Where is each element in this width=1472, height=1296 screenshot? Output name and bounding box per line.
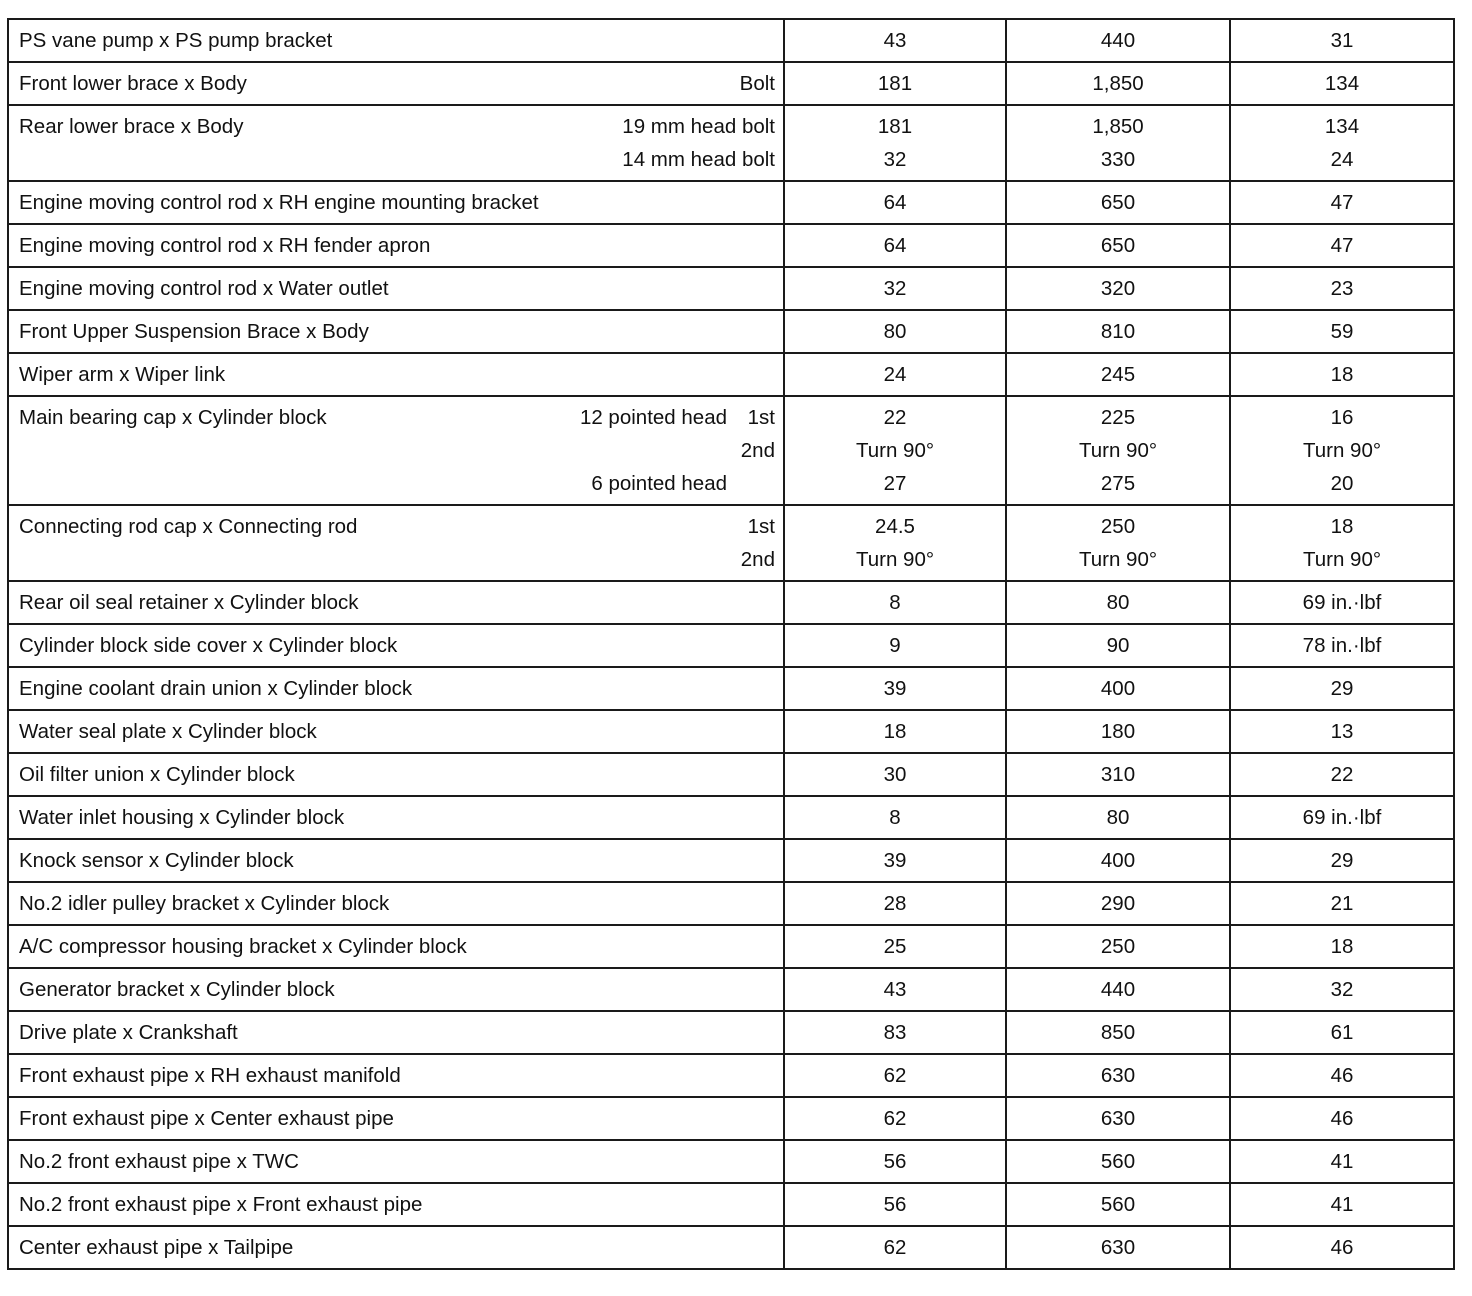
item-cell xyxy=(8,505,784,581)
value-text: 27 xyxy=(883,472,907,495)
item-note-text: 14 mm head bolt xyxy=(622,148,775,171)
item-cell xyxy=(8,19,784,62)
item-label: PS vane pump x PS pump bracket xyxy=(19,29,333,52)
value-ftlbf-cell xyxy=(1230,181,1454,224)
value-ftlbf-cell xyxy=(1230,310,1454,353)
value-ftlbf-cell xyxy=(1230,1097,1454,1140)
value-nm-cell xyxy=(784,396,1006,505)
value-ftlbf-cell xyxy=(1230,1226,1454,1269)
value-text: 330 xyxy=(1100,148,1136,171)
value-text: 630 xyxy=(1100,1064,1136,1087)
item-note-text: 6 pointed head xyxy=(591,472,727,495)
value-text: 8 xyxy=(889,591,901,614)
value-ftlbf-cell xyxy=(1230,62,1454,105)
value-kgf-cell xyxy=(1006,581,1230,624)
item-cell xyxy=(8,667,784,710)
value-ftlbf-cell xyxy=(1230,882,1454,925)
value-nm-cell xyxy=(784,505,1006,581)
value-text: 290 xyxy=(1100,892,1136,915)
value-text: 56 xyxy=(883,1193,907,1216)
item-note xyxy=(622,110,775,143)
value-text: 440 xyxy=(1100,978,1136,1001)
value-kgf-cell xyxy=(1006,505,1230,581)
value-ftlbf-cell xyxy=(1230,1183,1454,1226)
table-row xyxy=(8,1183,1454,1226)
table-row xyxy=(8,624,1454,667)
value-text: Turn 90° xyxy=(1302,439,1382,462)
table-row xyxy=(8,1054,1454,1097)
value-ftlbf-cell xyxy=(1230,925,1454,968)
item-label: Front lower brace x Body xyxy=(19,72,247,95)
value-ftlbf-cell xyxy=(1230,968,1454,1011)
value-text: 90 xyxy=(1106,634,1130,657)
value-nm-cell xyxy=(784,882,1006,925)
value-text: 23 xyxy=(1330,277,1354,300)
table-row xyxy=(8,796,1454,839)
item-cell xyxy=(8,968,784,1011)
value-text: 83 xyxy=(883,1021,907,1044)
value-kgf-cell xyxy=(1006,353,1230,396)
item-label: Front exhaust pipe x RH exhaust manifold xyxy=(19,1064,401,1087)
table-row xyxy=(8,505,1454,581)
value-nm-cell xyxy=(784,581,1006,624)
item-label: No.2 front exhaust pipe x TWC xyxy=(19,1150,299,1173)
item-label: Center exhaust pipe x Tailpipe xyxy=(19,1236,294,1259)
item-label: Main bearing cap x Cylinder block xyxy=(19,406,327,429)
value-text: 440 xyxy=(1100,29,1136,52)
value-ftlbf-cell xyxy=(1230,753,1454,796)
value-text: 650 xyxy=(1100,234,1136,257)
value-text: 25 xyxy=(883,935,907,958)
item-cell xyxy=(8,710,784,753)
item-label: Rear oil seal retainer x Cylinder block xyxy=(19,591,359,614)
value-text: 850 xyxy=(1100,1021,1136,1044)
value-text: 69 in.·lbf xyxy=(1302,806,1382,829)
value-nm-cell xyxy=(784,925,1006,968)
value-kgf-cell xyxy=(1006,1011,1230,1054)
value-text: Turn 90° xyxy=(855,548,935,571)
value-nm-cell xyxy=(784,310,1006,353)
torque-spec-table xyxy=(7,18,1455,1270)
table-row xyxy=(8,105,1454,181)
value-nm-cell xyxy=(784,1054,1006,1097)
value-text: 41 xyxy=(1330,1150,1354,1173)
value-text: 56 xyxy=(883,1150,907,1173)
table-row xyxy=(8,396,1454,505)
table-row xyxy=(8,1226,1454,1269)
item-note-text: 2nd xyxy=(740,548,775,571)
value-kgf-cell xyxy=(1006,1140,1230,1183)
value-kgf-cell xyxy=(1006,310,1230,353)
value-text: 180 xyxy=(1100,720,1136,743)
item-cell xyxy=(8,1011,784,1054)
item-label: Knock sensor x Cylinder block xyxy=(19,849,294,872)
table-row xyxy=(8,1140,1454,1183)
value-text: 80 xyxy=(1106,591,1130,614)
value-text: Turn 90° xyxy=(1078,548,1158,571)
item-note-step: 1st xyxy=(747,406,775,429)
value-text: 24.5 xyxy=(875,515,915,538)
value-text: 1,850 xyxy=(1092,115,1144,138)
value-nm-cell xyxy=(784,624,1006,667)
item-label: Connecting rod cap x Connecting rod xyxy=(19,515,358,538)
item-cell xyxy=(8,624,784,667)
value-nm-cell xyxy=(784,1140,1006,1183)
value-text: 181 xyxy=(877,115,913,138)
value-ftlbf-cell xyxy=(1230,353,1454,396)
value-text: 810 xyxy=(1100,320,1136,343)
value-text: 31 xyxy=(1330,29,1354,52)
table-row xyxy=(8,753,1454,796)
table-row xyxy=(8,1097,1454,1140)
value-ftlbf-cell xyxy=(1230,1140,1454,1183)
value-kgf-cell xyxy=(1006,105,1230,181)
value-nm-cell xyxy=(784,710,1006,753)
item-label: A/C compressor housing bracket x Cylinder block xyxy=(19,935,467,958)
item-note xyxy=(748,510,775,543)
value-text: 245 xyxy=(1100,363,1136,386)
item-label: Water inlet housing x Cylinder block xyxy=(19,806,345,829)
value-kgf-cell xyxy=(1006,1097,1230,1140)
value-kgf-cell xyxy=(1006,181,1230,224)
item-label: Rear lower brace x Body xyxy=(19,115,244,138)
value-text: 134 xyxy=(1324,115,1360,138)
value-text: 29 xyxy=(1330,849,1354,872)
value-text: 400 xyxy=(1100,849,1136,872)
value-text: 28 xyxy=(883,892,907,915)
item-cell xyxy=(8,1226,784,1269)
value-ftlbf-cell xyxy=(1230,224,1454,267)
value-ftlbf-cell xyxy=(1230,710,1454,753)
value-ftlbf-cell xyxy=(1230,624,1454,667)
value-text: 275 xyxy=(1100,472,1136,495)
item-note xyxy=(741,543,775,576)
value-ftlbf-cell xyxy=(1230,505,1454,581)
value-kgf-cell xyxy=(1006,753,1230,796)
item-note xyxy=(727,434,775,467)
value-text: 560 xyxy=(1100,1150,1136,1173)
value-text: 13 xyxy=(1330,720,1354,743)
value-text: 18 xyxy=(1330,515,1354,538)
item-note xyxy=(580,401,775,434)
item-cell xyxy=(8,310,784,353)
value-nm-cell xyxy=(784,1011,1006,1054)
item-cell xyxy=(8,1140,784,1183)
item-label: Oil filter union x Cylinder block xyxy=(19,763,295,786)
value-nm-cell xyxy=(784,1226,1006,1269)
value-text: 39 xyxy=(883,677,907,700)
value-text: 320 xyxy=(1100,277,1136,300)
value-text: 8 xyxy=(889,806,901,829)
table-row xyxy=(8,224,1454,267)
value-text: 18 xyxy=(1330,935,1354,958)
item-note xyxy=(591,467,775,500)
value-text: 225 xyxy=(1100,406,1136,429)
item-note-text: 12 pointed head xyxy=(579,406,727,429)
value-text: Turn 90° xyxy=(1078,439,1158,462)
table-row xyxy=(8,710,1454,753)
value-ftlbf-cell xyxy=(1230,105,1454,181)
value-nm-cell xyxy=(784,1097,1006,1140)
value-ftlbf-cell xyxy=(1230,581,1454,624)
value-nm-cell xyxy=(784,667,1006,710)
value-text: 46 xyxy=(1330,1236,1354,1259)
value-ftlbf-cell xyxy=(1230,267,1454,310)
table-row xyxy=(8,310,1454,353)
value-text: 134 xyxy=(1324,72,1360,95)
table-row xyxy=(8,968,1454,1011)
value-text: 64 xyxy=(883,234,907,257)
value-text: 310 xyxy=(1100,763,1136,786)
item-label: No.2 idler pulley bracket x Cylinder block xyxy=(19,892,390,915)
value-text: 18 xyxy=(1330,363,1354,386)
value-text: 250 xyxy=(1100,935,1136,958)
item-cell xyxy=(8,839,784,882)
item-label: Water seal plate x Cylinder block xyxy=(19,720,317,743)
table-row xyxy=(8,267,1454,310)
table-row xyxy=(8,581,1454,624)
value-kgf-cell xyxy=(1006,624,1230,667)
value-nm-cell xyxy=(784,968,1006,1011)
item-cell xyxy=(8,396,784,505)
value-text: 59 xyxy=(1330,320,1354,343)
value-text: 22 xyxy=(1330,763,1354,786)
item-cell xyxy=(8,267,784,310)
value-text: 32 xyxy=(1330,978,1354,1001)
value-ftlbf-cell xyxy=(1230,1054,1454,1097)
item-note-step: 2nd xyxy=(740,439,775,462)
value-text: 20 xyxy=(1330,472,1354,495)
value-ftlbf-cell xyxy=(1230,667,1454,710)
value-text: 16 xyxy=(1330,406,1354,429)
value-text: 21 xyxy=(1330,892,1354,915)
table-row xyxy=(8,925,1454,968)
item-cell xyxy=(8,753,784,796)
value-kgf-cell xyxy=(1006,839,1230,882)
value-kgf-cell xyxy=(1006,882,1230,925)
item-cell xyxy=(8,105,784,181)
value-nm-cell xyxy=(784,62,1006,105)
item-label: Front exhaust pipe x Center exhaust pipe xyxy=(19,1107,394,1130)
value-text: Turn 90° xyxy=(855,439,935,462)
table-row xyxy=(8,19,1454,62)
value-text: 181 xyxy=(877,72,913,95)
value-kgf-cell xyxy=(1006,224,1230,267)
value-nm-cell xyxy=(784,753,1006,796)
item-note xyxy=(622,143,775,176)
value-text: 400 xyxy=(1100,677,1136,700)
item-cell xyxy=(8,1183,784,1226)
value-nm-cell xyxy=(784,267,1006,310)
value-kgf-cell xyxy=(1006,267,1230,310)
table-row xyxy=(8,667,1454,710)
value-text: 78 in.·lbf xyxy=(1302,634,1382,657)
value-kgf-cell xyxy=(1006,1183,1230,1226)
value-nm-cell xyxy=(784,19,1006,62)
item-cell xyxy=(8,181,784,224)
table-row xyxy=(8,839,1454,882)
value-text: 43 xyxy=(883,978,907,1001)
value-kgf-cell xyxy=(1006,19,1230,62)
value-ftlbf-cell xyxy=(1230,839,1454,882)
item-cell xyxy=(8,353,784,396)
value-text: 39 xyxy=(883,849,907,872)
value-nm-cell xyxy=(784,1183,1006,1226)
value-text: 80 xyxy=(1106,806,1130,829)
value-nm-cell xyxy=(784,839,1006,882)
value-kgf-cell xyxy=(1006,1226,1230,1269)
value-text: 64 xyxy=(883,191,907,214)
value-text: 650 xyxy=(1100,191,1136,214)
value-text: 22 xyxy=(883,406,907,429)
item-label: Front Upper Suspension Brace x Body xyxy=(19,320,369,343)
item-cell xyxy=(8,62,784,105)
value-ftlbf-cell xyxy=(1230,1011,1454,1054)
item-label: Engine moving control rod x Water outlet xyxy=(19,277,389,300)
value-nm-cell xyxy=(784,181,1006,224)
item-label: Engine moving control rod x RH engine mounting bracket xyxy=(19,191,539,214)
value-text: 29 xyxy=(1330,677,1354,700)
value-text: 24 xyxy=(1330,148,1354,171)
item-label: Cylinder block side cover x Cylinder block xyxy=(19,634,398,657)
value-nm-cell xyxy=(784,105,1006,181)
value-nm-cell xyxy=(784,353,1006,396)
item-cell xyxy=(8,1054,784,1097)
value-text: 47 xyxy=(1330,191,1354,214)
value-ftlbf-cell xyxy=(1230,396,1454,505)
table-row xyxy=(8,353,1454,396)
item-label: Drive plate x Crankshaft xyxy=(19,1021,238,1044)
value-kgf-cell xyxy=(1006,667,1230,710)
value-kgf-cell xyxy=(1006,62,1230,105)
value-text: 43 xyxy=(883,29,907,52)
item-label: Engine moving control rod x RH fender apron xyxy=(19,234,431,257)
value-text: 24 xyxy=(883,363,907,386)
value-text: 46 xyxy=(1330,1107,1354,1130)
item-cell xyxy=(8,224,784,267)
table-row xyxy=(8,181,1454,224)
value-text: 560 xyxy=(1100,1193,1136,1216)
value-text: 62 xyxy=(883,1236,907,1259)
value-text: 61 xyxy=(1330,1021,1354,1044)
item-label: Engine coolant drain union x Cylinder block xyxy=(19,677,413,700)
value-nm-cell xyxy=(784,224,1006,267)
table-row xyxy=(8,62,1454,105)
value-ftlbf-cell xyxy=(1230,796,1454,839)
value-text: 250 xyxy=(1100,515,1136,538)
value-text: 32 xyxy=(883,148,907,171)
item-note-text: 19 mm head bolt xyxy=(622,115,775,138)
value-text: 630 xyxy=(1100,1107,1136,1130)
value-kgf-cell xyxy=(1006,710,1230,753)
value-text: 630 xyxy=(1100,1236,1136,1259)
value-text: 30 xyxy=(883,763,907,786)
torque-spec-body xyxy=(8,19,1454,1269)
value-text: 32 xyxy=(883,277,907,300)
value-text: Turn 90° xyxy=(1302,548,1382,571)
item-label: No.2 front exhaust pipe x Front exhaust pipe xyxy=(19,1193,423,1216)
item-label: Generator bracket x Cylinder block xyxy=(19,978,335,1001)
value-kgf-cell xyxy=(1006,925,1230,968)
table-row xyxy=(8,1011,1454,1054)
value-text: 62 xyxy=(883,1107,907,1130)
item-cell xyxy=(8,796,784,839)
item-label: Wiper arm x Wiper link xyxy=(19,363,226,386)
value-text: 1,850 xyxy=(1092,72,1144,95)
value-text: 41 xyxy=(1330,1193,1354,1216)
value-text: 62 xyxy=(883,1064,907,1087)
value-text: 46 xyxy=(1330,1064,1354,1087)
value-text: 80 xyxy=(883,320,907,343)
value-kgf-cell xyxy=(1006,796,1230,839)
value-ftlbf-cell xyxy=(1230,19,1454,62)
item-cell xyxy=(8,581,784,624)
item-cell xyxy=(8,882,784,925)
value-text: 69 in.·lbf xyxy=(1302,591,1382,614)
item-note-text: 1st xyxy=(747,515,775,538)
item-cell xyxy=(8,925,784,968)
item-note-text: Bolt xyxy=(739,72,775,95)
value-text: 47 xyxy=(1330,234,1354,257)
item-note xyxy=(740,67,775,100)
value-kgf-cell xyxy=(1006,968,1230,1011)
value-text: 9 xyxy=(889,634,901,657)
value-kgf-cell xyxy=(1006,396,1230,505)
table-row xyxy=(8,882,1454,925)
value-kgf-cell xyxy=(1006,1054,1230,1097)
item-cell xyxy=(8,1097,784,1140)
value-nm-cell xyxy=(784,796,1006,839)
value-text: 18 xyxy=(883,720,907,743)
